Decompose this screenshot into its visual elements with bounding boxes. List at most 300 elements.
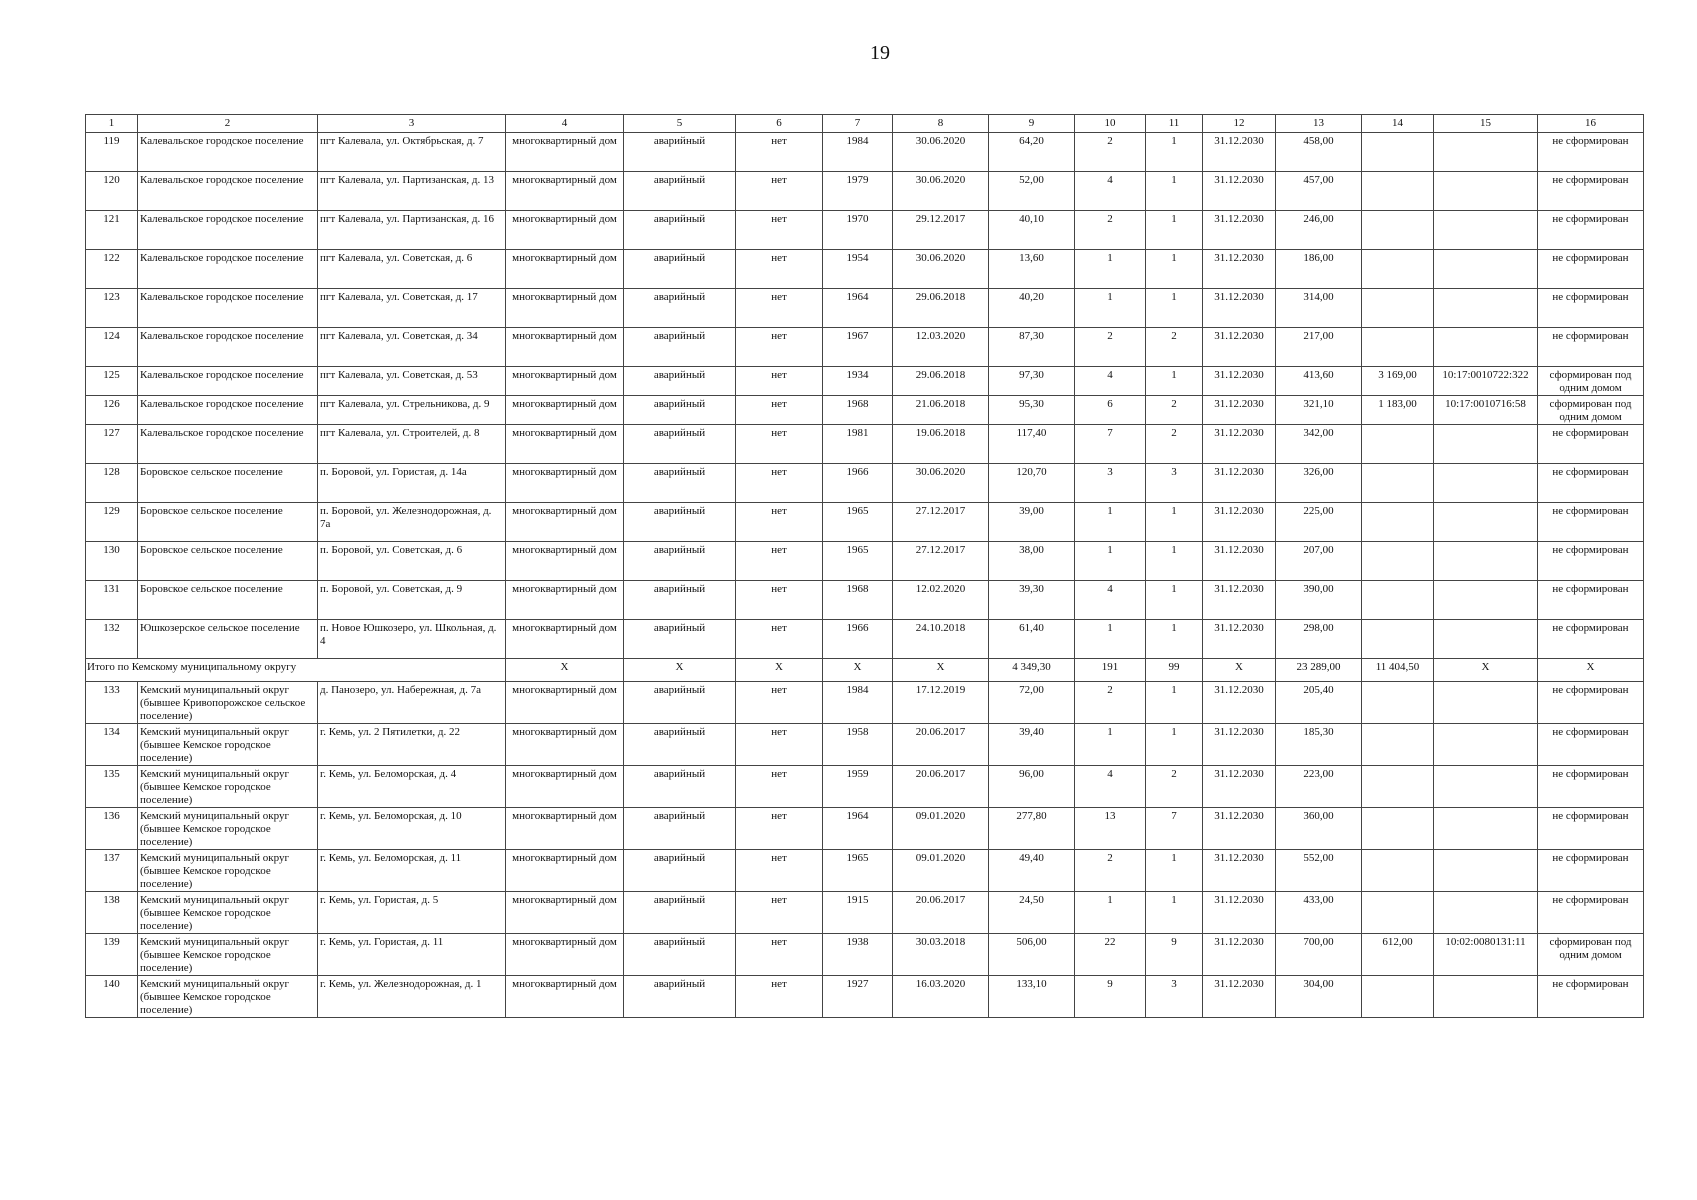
table-cell: 1970 <box>823 211 893 250</box>
table-cell: 205,40 <box>1276 682 1362 724</box>
table-cell: 1984 <box>823 682 893 724</box>
table-cell: аварийный <box>624 289 736 328</box>
table-cell: пгт Калевала, ул. Советская, д. 53 <box>318 367 506 396</box>
table-cell <box>1362 724 1434 766</box>
table-cell: 31.12.2030 <box>1203 620 1276 659</box>
table-cell: 225,00 <box>1276 503 1362 542</box>
table-cell: 1959 <box>823 766 893 808</box>
table-cell <box>1434 542 1538 581</box>
table-cell: аварийный <box>624 250 736 289</box>
table-cell: 128 <box>86 464 138 503</box>
table-cell: 40,10 <box>989 211 1075 250</box>
table-cell: 31.12.2030 <box>1203 892 1276 934</box>
table-cell: 1 <box>1146 620 1203 659</box>
table-cell: п. Боровой, ул. Железнодорожная, д. 7а <box>318 503 506 542</box>
table-cell: 1 <box>1146 289 1203 328</box>
table-row <box>86 250 1644 289</box>
table-cell: 119 <box>86 133 138 172</box>
table-cell: 09.01.2020 <box>893 808 989 850</box>
table-cell: 52,00 <box>989 172 1075 211</box>
table-cell: 20.06.2017 <box>893 766 989 808</box>
table-cell: нет <box>736 172 823 211</box>
table-row <box>86 503 1644 542</box>
table-cell: 10:02:0080131:11 <box>1434 934 1538 976</box>
table-cell: нет <box>736 934 823 976</box>
table-cell: 24,50 <box>989 892 1075 934</box>
table-cell: 2 <box>1146 328 1203 367</box>
table-cell: 1 <box>1075 542 1146 581</box>
table-cell: 1 <box>1146 892 1203 934</box>
table-cell: г. Кемь, ул. Гористая, д. 11 <box>318 934 506 976</box>
table-cell: аварийный <box>624 892 736 934</box>
table-cell: многоквартирный дом <box>506 892 624 934</box>
table-row <box>86 172 1644 211</box>
table-cell: 138 <box>86 892 138 934</box>
table-cell: 121 <box>86 211 138 250</box>
table-cell: 10:17:0010722:322 <box>1434 367 1538 396</box>
table-cell: 2 <box>1075 211 1146 250</box>
table-cell: аварийный <box>624 724 736 766</box>
table-row <box>86 620 1644 659</box>
table-cell: 139 <box>86 934 138 976</box>
table-cell: 2 <box>1075 328 1146 367</box>
table-row <box>86 289 1644 328</box>
table-cell: 6 <box>1075 396 1146 425</box>
column-number: 2 <box>138 115 318 133</box>
table-cell: 136 <box>86 808 138 850</box>
table-cell: 97,30 <box>989 367 1075 396</box>
table-cell: 1984 <box>823 133 893 172</box>
table-cell: 125 <box>86 367 138 396</box>
table-cell: 31.12.2030 <box>1203 976 1276 1018</box>
table-cell: 1979 <box>823 172 893 211</box>
column-number: 15 <box>1434 115 1538 133</box>
table-cell <box>1362 620 1434 659</box>
table-cell: 30.06.2020 <box>893 133 989 172</box>
table-cell: аварийный <box>624 542 736 581</box>
table-row <box>86 581 1644 620</box>
table-cell: 122 <box>86 250 138 289</box>
table-cell: не сформирован <box>1538 620 1644 659</box>
table-cell: аварийный <box>624 172 736 211</box>
table-cell <box>1362 808 1434 850</box>
total-cell: X <box>823 659 893 682</box>
table-cell: 30.06.2020 <box>893 464 989 503</box>
table-cell: пгт Калевала, ул. Партизанская, д. 13 <box>318 172 506 211</box>
table-cell: нет <box>736 682 823 724</box>
table-cell: 1 <box>1146 542 1203 581</box>
table-cell <box>1362 328 1434 367</box>
table-cell: сформирован под одним домом <box>1538 367 1644 396</box>
total-cell: X <box>893 659 989 682</box>
table-cell: не сформирован <box>1538 211 1644 250</box>
table-cell: многоквартирный дом <box>506 172 624 211</box>
table-cell: 186,00 <box>1276 250 1362 289</box>
table-cell: 304,00 <box>1276 976 1362 1018</box>
table-cell: Боровское сельское поселение <box>138 542 318 581</box>
table-cell: 31.12.2030 <box>1203 934 1276 976</box>
table-cell: нет <box>736 425 823 464</box>
table-cell: 29.06.2018 <box>893 367 989 396</box>
table-cell: не сформирован <box>1538 425 1644 464</box>
table-cell: 12.03.2020 <box>893 328 989 367</box>
table-row <box>86 396 1644 425</box>
table-cell: 30.03.2018 <box>893 934 989 976</box>
table-cell: аварийный <box>624 976 736 1018</box>
table-cell: 1 <box>1146 211 1203 250</box>
table-cell: многоквартирный дом <box>506 367 624 396</box>
table-cell <box>1362 425 1434 464</box>
table-cell: 3 <box>1146 464 1203 503</box>
table-cell: 4 <box>1075 172 1146 211</box>
table-cell: не сформирован <box>1538 581 1644 620</box>
table-cell: г. Кемь, ул. Беломорская, д. 10 <box>318 808 506 850</box>
table-cell: г. Кемь, ул. Железнодорожная, д. 1 <box>318 976 506 1018</box>
table-cell: 1 <box>1146 367 1203 396</box>
table-cell: аварийный <box>624 682 736 724</box>
table-cell: 1 <box>1146 724 1203 766</box>
table-cell: аварийный <box>624 396 736 425</box>
table-row <box>86 211 1644 250</box>
table-cell: нет <box>736 724 823 766</box>
table-cell: 1915 <box>823 892 893 934</box>
total-cell: X <box>1203 659 1276 682</box>
column-number: 16 <box>1538 115 1644 133</box>
table-cell <box>1434 808 1538 850</box>
table-cell <box>1434 503 1538 542</box>
total-cell: 99 <box>1146 659 1203 682</box>
table-cell: 1 <box>1146 503 1203 542</box>
table-cell: 457,00 <box>1276 172 1362 211</box>
table-cell <box>1362 542 1434 581</box>
column-number: 8 <box>893 115 989 133</box>
table-cell: не сформирован <box>1538 172 1644 211</box>
table-cell: 39,00 <box>989 503 1075 542</box>
table-row <box>86 724 1644 766</box>
table-cell: пгт Калевала, ул. Советская, д. 6 <box>318 250 506 289</box>
table-cell: не сформирован <box>1538 682 1644 724</box>
table-row <box>86 850 1644 892</box>
table-cell <box>1362 250 1434 289</box>
table-row <box>86 425 1644 464</box>
table-cell: 433,00 <box>1276 892 1362 934</box>
table-cell: 10:17:0010716:58 <box>1434 396 1538 425</box>
table-cell: 2 <box>1075 133 1146 172</box>
table-cell: 16.03.2020 <box>893 976 989 1018</box>
table-cell: 134 <box>86 724 138 766</box>
table-cell <box>1434 250 1538 289</box>
table-cell: аварийный <box>624 367 736 396</box>
table-cell: 127 <box>86 425 138 464</box>
table-cell: 20.06.2017 <box>893 724 989 766</box>
table-cell: 1 <box>1146 172 1203 211</box>
table-cell: многоквартирный дом <box>506 542 624 581</box>
table-cell: 207,00 <box>1276 542 1362 581</box>
column-number: 14 <box>1362 115 1434 133</box>
table-cell: 27.12.2017 <box>893 503 989 542</box>
table-cell: Кемский муниципальный округ (бывшее Кемское городское поселение) <box>138 976 318 1018</box>
table-cell: 31.12.2030 <box>1203 250 1276 289</box>
column-number: 4 <box>506 115 624 133</box>
table-cell: многоквартирный дом <box>506 503 624 542</box>
table-cell: 64,20 <box>989 133 1075 172</box>
table-cell: пгт Калевала, ул. Советская, д. 34 <box>318 328 506 367</box>
column-number: 7 <box>823 115 893 133</box>
table-cell <box>1362 503 1434 542</box>
table-cell: 17.12.2019 <box>893 682 989 724</box>
table-cell: г. Кемь, ул. Беломорская, д. 4 <box>318 766 506 808</box>
table-cell: Калевальское городское поселение <box>138 367 318 396</box>
table-cell: нет <box>736 503 823 542</box>
table-cell <box>1362 850 1434 892</box>
table-cell: 130 <box>86 542 138 581</box>
table-cell: 4 <box>1075 581 1146 620</box>
table-cell: 1927 <box>823 976 893 1018</box>
table-cell: 360,00 <box>1276 808 1362 850</box>
table-cell: 2 <box>1075 850 1146 892</box>
table-cell: многоквартирный дом <box>506 328 624 367</box>
table-cell: 1954 <box>823 250 893 289</box>
table-cell: 3 <box>1146 976 1203 1018</box>
table-cell: 19.06.2018 <box>893 425 989 464</box>
table-cell: 1 <box>1075 892 1146 934</box>
table-row <box>86 766 1644 808</box>
table-cell: 31.12.2030 <box>1203 367 1276 396</box>
table-cell: нет <box>736 850 823 892</box>
table-cell: 217,00 <box>1276 328 1362 367</box>
table-cell: 1 <box>1075 503 1146 542</box>
table-cell: сформирован под одним домом <box>1538 934 1644 976</box>
table-cell: не сформирован <box>1538 464 1644 503</box>
table-cell: Калевальское городское поселение <box>138 172 318 211</box>
table-cell: нет <box>736 464 823 503</box>
table-cell: Калевальское городское поселение <box>138 250 318 289</box>
table-cell: Калевальское городское поселение <box>138 396 318 425</box>
table-cell: 1966 <box>823 464 893 503</box>
table-cell <box>1434 289 1538 328</box>
table-cell: Кемский муниципальный округ (бывшее Кемское городское поселение) <box>138 724 318 766</box>
table-cell: п. Новое Юшкозеро, ул. Школьная, д. 4 <box>318 620 506 659</box>
table-cell: многоквартирный дом <box>506 289 624 328</box>
table-cell: 3 <box>1075 464 1146 503</box>
table-cell <box>1434 850 1538 892</box>
table-cell: 1 <box>1075 289 1146 328</box>
table-cell: не сформирован <box>1538 766 1644 808</box>
table-row <box>86 328 1644 367</box>
total-cell: X <box>736 659 823 682</box>
table-cell: Кемский муниципальный округ (бывшее Кемское городское поселение) <box>138 850 318 892</box>
table-cell: сформирован под одним домом <box>1538 396 1644 425</box>
table-cell: пгт Калевала, ул. Стрельникова, д. 9 <box>318 396 506 425</box>
table-cell: 246,00 <box>1276 211 1362 250</box>
table-cell: аварийный <box>624 620 736 659</box>
page-number: 19 <box>870 42 890 64</box>
table-cell: 1 183,00 <box>1362 396 1434 425</box>
table-cell: 31.12.2030 <box>1203 503 1276 542</box>
table-cell <box>1434 328 1538 367</box>
table-cell: не сформирован <box>1538 250 1644 289</box>
table-cell: нет <box>736 133 823 172</box>
table-cell: 120,70 <box>989 464 1075 503</box>
table-cell: аварийный <box>624 328 736 367</box>
table-cell: аварийный <box>624 211 736 250</box>
table-cell: 1 <box>1146 133 1203 172</box>
table-cell: 30.06.2020 <box>893 172 989 211</box>
table-cell: 612,00 <box>1362 934 1434 976</box>
table-cell: 30.06.2020 <box>893 250 989 289</box>
table-cell <box>1434 464 1538 503</box>
table-cell <box>1362 766 1434 808</box>
table-cell: 09.01.2020 <box>893 850 989 892</box>
column-number: 5 <box>624 115 736 133</box>
table-cell <box>1434 172 1538 211</box>
table-cell: Кемский муниципальный округ (бывшее Кривопорожское сельское поселение) <box>138 682 318 724</box>
table-cell: многоквартирный дом <box>506 976 624 1018</box>
table-cell: 7 <box>1146 808 1203 850</box>
total-cell: X <box>1538 659 1644 682</box>
table-cell: 87,30 <box>989 328 1075 367</box>
table-cell: не сформирован <box>1538 724 1644 766</box>
table-cell: нет <box>736 396 823 425</box>
table-cell: 95,30 <box>989 396 1075 425</box>
table-cell: Кемский муниципальный округ (бывшее Кемское городское поселение) <box>138 766 318 808</box>
table-cell: нет <box>736 808 823 850</box>
table-cell: 31.12.2030 <box>1203 172 1276 211</box>
table-cell: Калевальское городское поселение <box>138 328 318 367</box>
table-cell: 27.12.2017 <box>893 542 989 581</box>
table-cell: 13 <box>1075 808 1146 850</box>
column-number: 12 <box>1203 115 1276 133</box>
table-cell <box>1434 892 1538 934</box>
table-cell: г. Кемь, ул. 2 Пятилетки, д. 22 <box>318 724 506 766</box>
table-cell: многоквартирный дом <box>506 934 624 976</box>
table-cell: 1966 <box>823 620 893 659</box>
table-cell: нет <box>736 367 823 396</box>
total-label: Итого по Кемскому муниципальному округу <box>86 659 506 682</box>
table-cell: 31.12.2030 <box>1203 724 1276 766</box>
table-cell: 38,00 <box>989 542 1075 581</box>
total-cell: 191 <box>1075 659 1146 682</box>
table-cell: 31.12.2030 <box>1203 289 1276 328</box>
table-cell <box>1362 133 1434 172</box>
table-cell: 314,00 <box>1276 289 1362 328</box>
table-cell: 72,00 <box>989 682 1075 724</box>
table-row <box>86 682 1644 724</box>
table-cell: 39,40 <box>989 724 1075 766</box>
table-cell: 1965 <box>823 503 893 542</box>
table-cell: многоквартирный дом <box>506 682 624 724</box>
table-cell: 120 <box>86 172 138 211</box>
table-cell: не сформирован <box>1538 503 1644 542</box>
table-row <box>86 542 1644 581</box>
table-cell: многоквартирный дом <box>506 766 624 808</box>
table-cell <box>1434 976 1538 1018</box>
table-cell: 1 <box>1146 850 1203 892</box>
table-cell: не сформирован <box>1538 328 1644 367</box>
table-cell: 31.12.2030 <box>1203 542 1276 581</box>
table-cell: многоквартирный дом <box>506 425 624 464</box>
total-cell: X <box>1434 659 1538 682</box>
table-cell: 124 <box>86 328 138 367</box>
table-cell: 342,00 <box>1276 425 1362 464</box>
table-cell: Калевальское городское поселение <box>138 133 318 172</box>
table-row <box>86 464 1644 503</box>
table-cell: 321,10 <box>1276 396 1362 425</box>
table-cell: нет <box>736 289 823 328</box>
table-cell <box>1434 724 1538 766</box>
table-cell: нет <box>736 211 823 250</box>
table-cell: 31.12.2030 <box>1203 464 1276 503</box>
table-cell: 22 <box>1075 934 1146 976</box>
table-cell: многоквартирный дом <box>506 396 624 425</box>
table-cell: д. Панозеро, ул. Набережная, д. 7а <box>318 682 506 724</box>
table-cell: 4 <box>1075 367 1146 396</box>
table-cell: Калевальское городское поселение <box>138 289 318 328</box>
table-cell: не сформирован <box>1538 289 1644 328</box>
table-cell: Боровское сельское поселение <box>138 464 318 503</box>
table-cell: 1964 <box>823 289 893 328</box>
table-cell: 13,60 <box>989 250 1075 289</box>
table-cell: 2 <box>1075 682 1146 724</box>
table-cell: 131 <box>86 581 138 620</box>
table-cell: г. Кемь, ул. Гористая, д. 5 <box>318 892 506 934</box>
table-cell: 31.12.2030 <box>1203 328 1276 367</box>
table-cell: 9 <box>1075 976 1146 1018</box>
table-cell: 326,00 <box>1276 464 1362 503</box>
table-cell: 1981 <box>823 425 893 464</box>
table-cell: 135 <box>86 766 138 808</box>
table-cell: 96,00 <box>989 766 1075 808</box>
table-cell: пгт Калевала, ул. Партизанская, д. 16 <box>318 211 506 250</box>
table-cell: 700,00 <box>1276 934 1362 976</box>
table-cell: 1965 <box>823 542 893 581</box>
table-cell: нет <box>736 542 823 581</box>
table-cell: 1 <box>1146 250 1203 289</box>
table-cell: 1 <box>1075 620 1146 659</box>
table-cell: аварийный <box>624 766 736 808</box>
table-cell: 458,00 <box>1276 133 1362 172</box>
table-cell: 1958 <box>823 724 893 766</box>
total-cell: 23 289,00 <box>1276 659 1362 682</box>
table-cell: 117,40 <box>989 425 1075 464</box>
column-number: 11 <box>1146 115 1203 133</box>
table-cell: 31.12.2030 <box>1203 133 1276 172</box>
table-cell: аварийный <box>624 808 736 850</box>
table-cell: многоквартирный дом <box>506 850 624 892</box>
table-cell: 2 <box>1146 425 1203 464</box>
table-cell: многоквартирный дом <box>506 464 624 503</box>
table-cell: 29.12.2017 <box>893 211 989 250</box>
table-cell <box>1362 211 1434 250</box>
table-cell: 132 <box>86 620 138 659</box>
table-cell: 39,30 <box>989 581 1075 620</box>
table-cell: 126 <box>86 396 138 425</box>
table-cell: многоквартирный дом <box>506 620 624 659</box>
table-cell: 31.12.2030 <box>1203 581 1276 620</box>
table-cell: многоквартирный дом <box>506 250 624 289</box>
table-cell: аварийный <box>624 425 736 464</box>
table-cell: 31.12.2030 <box>1203 766 1276 808</box>
table-cell <box>1362 581 1434 620</box>
table-cell: 140 <box>86 976 138 1018</box>
table-cell: 1934 <box>823 367 893 396</box>
table-cell: 137 <box>86 850 138 892</box>
total-cell: 11 404,50 <box>1362 659 1434 682</box>
table-cell: 9 <box>1146 934 1203 976</box>
table-cell: п. Боровой, ул. Советская, д. 6 <box>318 542 506 581</box>
table-cell: пгт Калевала, ул. Октябрьская, д. 7 <box>318 133 506 172</box>
table-cell: 4 <box>1075 766 1146 808</box>
